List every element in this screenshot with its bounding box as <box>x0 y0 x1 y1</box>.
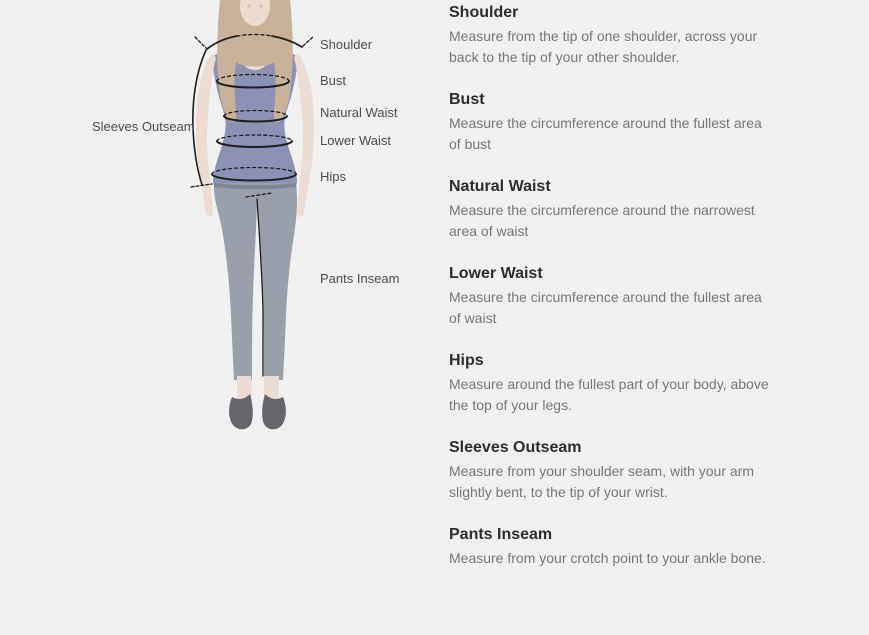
definition-pants-inseam <box>449 525 771 569</box>
definition-description: Measure around the fullest part of your body, above the top of your legs. <box>449 376 769 413</box>
definition-term: Hips <box>449 352 484 369</box>
label-bust: Bust <box>320 73 347 88</box>
figure <box>196 0 315 429</box>
definition-description: Measure the circumference around the narrowest area of waist <box>449 202 755 239</box>
label-lower-waist: Lower Waist <box>320 133 392 148</box>
definition-term: Sleeves Outseam <box>449 439 582 456</box>
definition-term: Natural Waist <box>449 178 551 195</box>
definition-description: Measure the circumference around the fullest area of bust <box>449 115 762 152</box>
definition-lower-waist <box>449 264 771 329</box>
definition-description: Measure from your crotch point to your ankle bone. <box>449 550 766 566</box>
definition-description: Measure from the tip of one shoulder, across your back to the tip of your other shoulder. <box>449 28 758 65</box>
definition-description: Measure the circumference around the fullest area of waist <box>449 289 762 326</box>
definition-hips <box>449 351 771 416</box>
definition-natural-waist <box>449 177 771 242</box>
label-hips: Hips <box>320 169 347 184</box>
shoulder-right-tick <box>303 36 314 46</box>
definition-term: Bust <box>449 91 485 108</box>
definition-bust <box>449 90 771 155</box>
label-sleeves-outseam: Sleeves Outseam <box>92 119 195 134</box>
label-natural-waist: Natural Waist <box>320 105 398 120</box>
definitions-list <box>449 3 771 591</box>
jeans-shape <box>214 183 297 380</box>
definition-sleeves-outseam <box>449 438 771 503</box>
shoes-shape <box>229 394 286 429</box>
definition-term: Lower Waist <box>449 265 543 282</box>
definition-description: Measure from your shoulder seam, with your arm slightly bent, to the tip of your wrist. <box>449 463 754 500</box>
definition-term: Shoulder <box>449 4 519 21</box>
definition-shoulder <box>449 3 771 68</box>
definition-term: Pants Inseam <box>449 526 553 543</box>
label-shoulder: Shoulder <box>320 37 373 52</box>
label-pants-inseam: Pants Inseam <box>320 271 400 286</box>
shoulder-left-tick <box>195 37 206 48</box>
